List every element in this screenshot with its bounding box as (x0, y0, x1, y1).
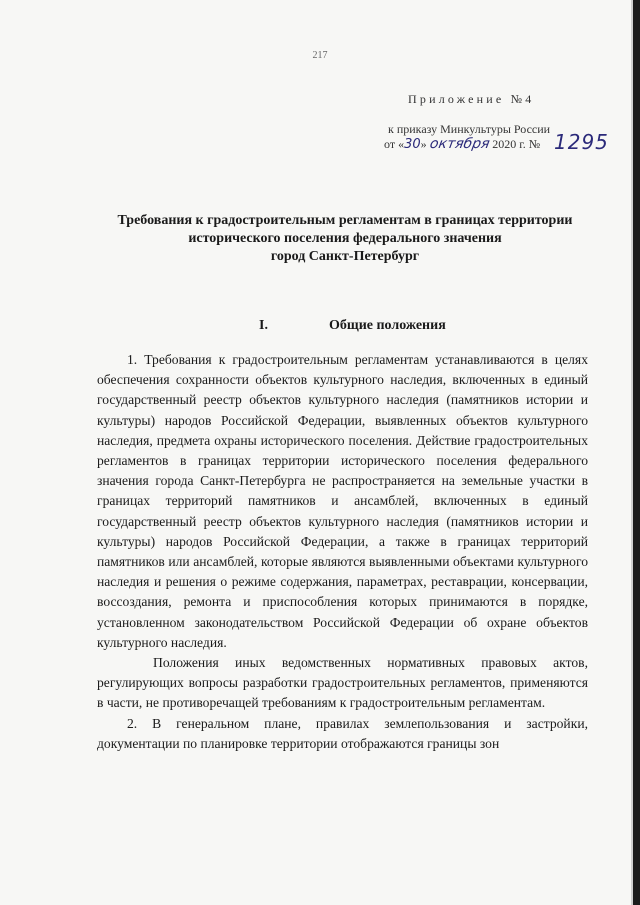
title-line-3: город Санкт-Петербург (270, 249, 420, 264)
order-reference: к приказу Минкультуры России (388, 122, 551, 136)
section-number: I. (259, 318, 268, 333)
order-date-line (384, 136, 540, 152)
date-suffix: 2020 г. № (492, 137, 541, 151)
document-title (60, 212, 630, 266)
title-line-2: исторического поселения федерального значения (188, 231, 502, 246)
paragraph-2: Положения иных ведомственных нормативных правовых актов, регулирующих вопросы разработки градостроительных регламентов, применяются в части, не противоречащей требованиям к градостроительным регламентам. (97, 655, 588, 711)
paragraph-3: 2. В генеральном плане, правилах землепользования и застройки, документации по планировке территории отображаются границы зон (97, 715, 588, 751)
title-line-1: Требования к градостроительным регламентам в границах территории (117, 213, 573, 228)
handwritten-order-number: 1295 (554, 130, 609, 154)
section-title: Общие положения (329, 318, 446, 333)
handwritten-day: 30 (404, 137, 421, 152)
body-text (97, 350, 588, 754)
annex-label: Приложение №4 (408, 92, 535, 106)
date-mid: » (420, 137, 427, 151)
page-number: 217 (312, 50, 328, 61)
scan-edge-dark (633, 0, 640, 905)
date-prefix: от « (384, 137, 405, 151)
handwritten-month: октября (428, 136, 491, 152)
paragraph-1: 1. Требования к градостроительным регламентам устанавливаются в целях обеспечения сохранности объектов культурного наследия, включенных в единый государственный реестр объектов культурного наследия (памятников истории и культуры) народов Российской Федерации, выявленных объектов культурного наследия, предмета охраны исторического поселения. Действие градостроительных регламентов в границах территории исторического поселения федерального значения города Санкт-Петербурга не распространяется на земельные участки в границах территорий памятников и ансамблей, включенных в единый государственный реестр объектов культурного наследия (памятников истории и культуры) народов Российской Федерации, а также в границах территорий памятников или ансамблей, которые являются выявленными объектами культурного наследия и решения о режиме содержания, параметрах, реставрации, консервации, воссоздания, ремонта и приспособления которых принимаются в порядке, установленном законодательством Российской Федерации об охране объектов культурного наследия. (97, 352, 588, 650)
